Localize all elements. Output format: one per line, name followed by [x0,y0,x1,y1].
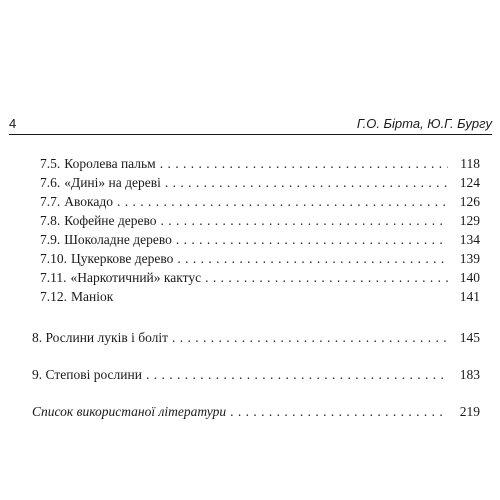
toc-entry-number: 7.11. [40,270,67,285]
toc-entry-page: 141 [459,289,480,304]
toc-entry-page: 183 [459,367,480,382]
toc-entry-references[interactable] [32,404,480,423]
toc-entry-title: Список використаної літератури [32,404,227,419]
toc-entry-chapter-8[interactable] [32,330,480,349]
leader-dots [205,270,448,286]
toc-entry-page: 219 [459,404,480,419]
toc-entry-7-7[interactable] [40,194,480,213]
leader-dots [230,404,448,420]
leader-dots [160,156,448,172]
toc-entry-title: Авокадо [64,194,113,209]
toc-entry-7-10[interactable] [40,251,480,270]
toc-entry-7-5[interactable] [40,156,480,175]
toc-entry-page: 140 [459,270,480,285]
toc-entry-page: 129 [459,213,480,228]
toc-entry-number: 7.5. [40,156,61,171]
toc-entry-page: 124 [459,175,480,190]
toc-entry-page: 139 [459,251,480,266]
leader-dots [172,330,448,346]
leader-dots [176,232,448,248]
toc-entry-number: 7.12. [40,289,67,304]
toc-entry-page: 145 [459,330,480,345]
page-header [9,110,492,134]
toc-entry-title: Королева пальм [64,156,156,171]
toc-entry-chapter-9[interactable] [32,367,480,386]
running-head: Г.О. Бірта, Ю.Г. Бургу [356,116,492,131]
toc-entry-title: 8. Рослини луків і боліт [32,330,169,345]
toc-entry-title: Шоколадне дерево [64,232,172,247]
toc-entry-number: 7.6. [40,175,61,190]
leader-dots [117,194,448,210]
toc-entry-title: 9. Степові рослини [32,367,142,382]
leader-dots [161,213,448,229]
toc-entry-7-11[interactable] [40,270,480,289]
toc-entry-title: «Дині» на дереві [64,175,161,190]
toc-entry-title: «Наркотичний» кактус [70,270,202,285]
toc-entry-page: 118 [460,156,480,171]
toc-entry-title: Кофейне дерево [64,213,157,228]
toc-entry-page: 126 [459,194,480,209]
leader-dots [165,175,448,191]
toc-entry-number: 7.9. [40,232,61,247]
header-rule [9,134,492,135]
toc-entry-number: 7.10. [40,251,67,266]
toc-entry-number: 7.8. [40,213,61,228]
page-number: 4 [9,116,17,131]
toc-entry-7-6[interactable] [40,175,480,194]
toc-entry-title: Маніок [71,289,114,304]
toc-entry-7-8[interactable] [40,213,480,232]
leader-dots [146,367,448,383]
toc-entry-7-12[interactable] [40,289,480,308]
toc-entry-page: 134 [459,232,480,247]
leader-dots [177,251,448,267]
toc-entry-title: Цукеркове дерево [71,251,174,266]
toc-entry-7-9[interactable] [40,232,480,251]
toc-entry-number: 7.7. [40,194,61,209]
